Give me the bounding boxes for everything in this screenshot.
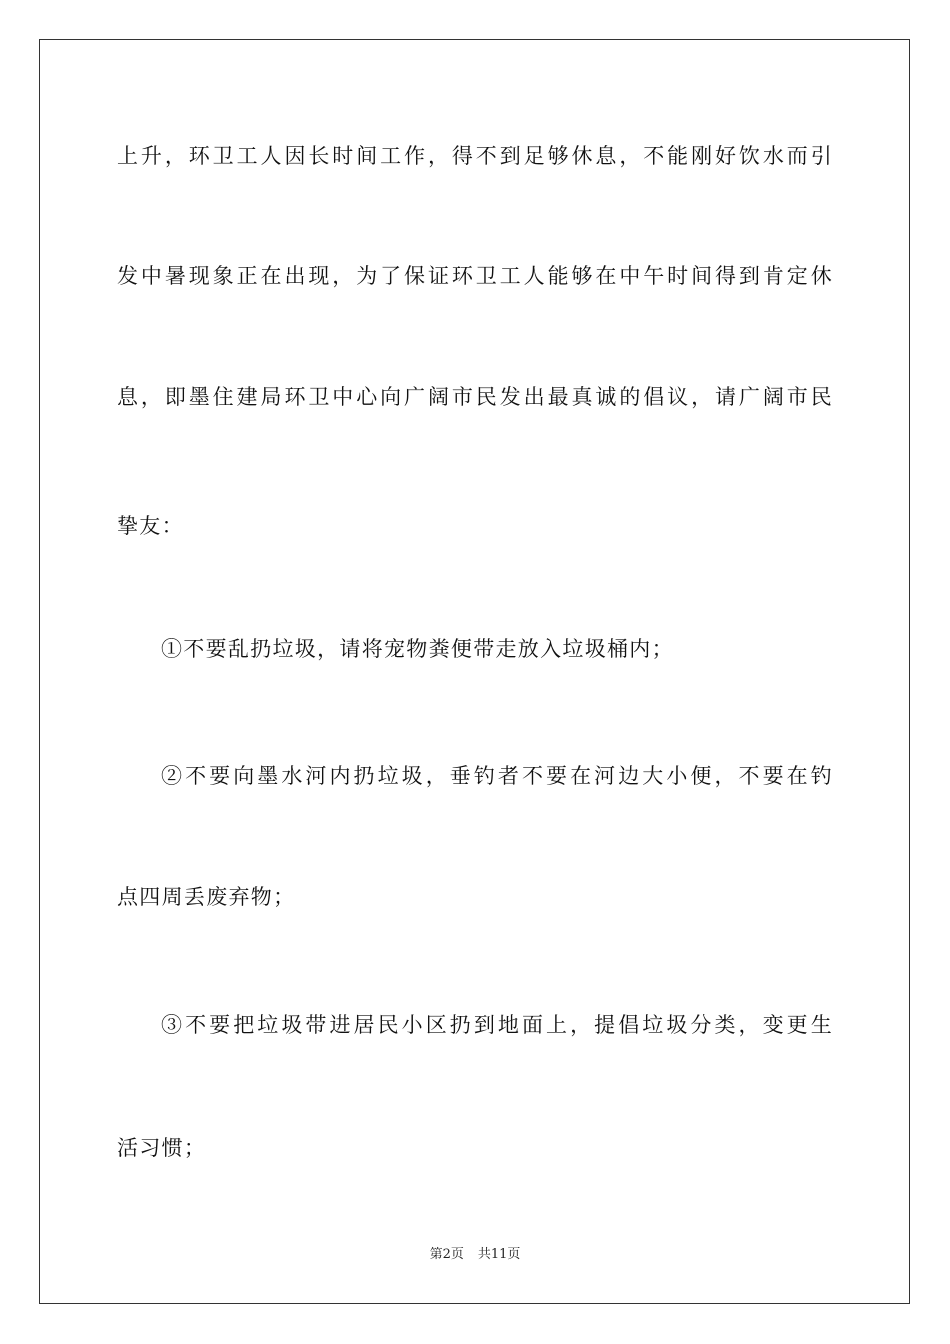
page-footer [0,1246,950,1264]
list-item-2-continuation: 点四周丢废弃物； [117,885,296,909]
list-item-1: ①不要乱扔垃圾，请将宠物粪便带走放入垃圾桶内； [161,637,674,661]
text-line-3: 息，即墨住建局环卫中心向广阔市民发出最真诚的倡议，请广阔市民 [117,385,833,409]
list-item-3: ③不要把垃圾带进居民小区扔到地面上，提倡垃圾分类，变更生 [161,1013,833,1037]
page-total: 共11页 [477,1247,521,1262]
text-line-1: 上升，环卫工人因长时间工作，得不到足够休息，不能刚好饮水而引 [117,144,833,168]
list-item-3-continuation: 活习惯； [117,1136,207,1160]
page-border [39,39,910,1304]
page-number: 第2页 [429,1247,464,1262]
list-item-2: ②不要向墨水河内扔垃圾，垂钓者不要在河边大小便，不要在钓 [161,764,833,788]
text-line-2: 发中暑现象正在出现，为了保证环卫工人能够在中午时间得到肯定休 [117,264,833,288]
text-line-4: 挚友： [117,514,184,538]
